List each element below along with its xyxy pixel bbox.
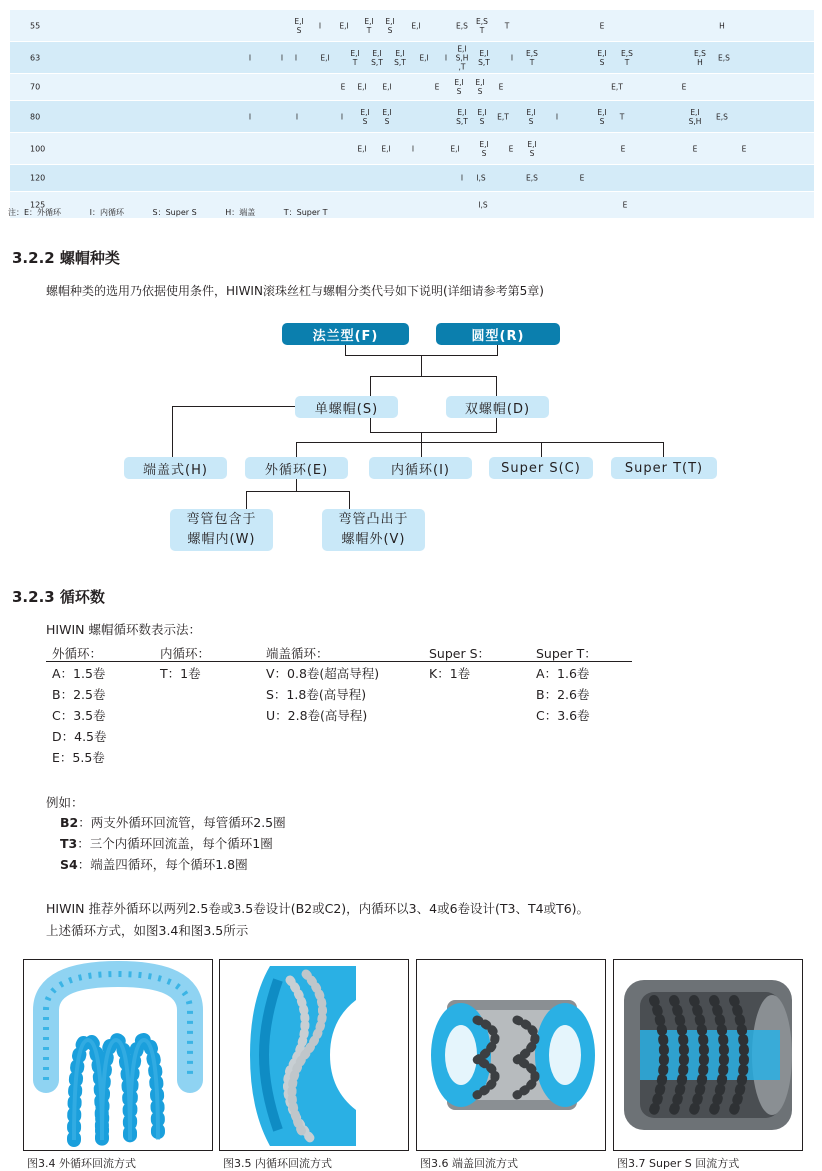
table-cell: E,I [411, 21, 421, 30]
table-cell: I [294, 53, 298, 62]
example-item [60, 855, 248, 873]
super-s-box: Super S(C) [489, 457, 593, 479]
circuit-item: D：4.5卷 [52, 729, 107, 744]
table-cell: E [579, 173, 585, 183]
example-code: B2 [60, 815, 79, 830]
compatibility-table [10, 10, 814, 219]
circuit-item: A：1.6卷 [536, 666, 590, 681]
legend-s: S：Super S [152, 208, 197, 217]
figure-super-s-recirculation [613, 959, 803, 1151]
table-cell: T [504, 21, 510, 30]
table-cell: E,T [611, 82, 623, 92]
caption-fig-3-6: 图3.6 端盖回流方式 [420, 1157, 518, 1170]
row-size-label: 55 [30, 21, 41, 30]
table-cell: E,S [526, 173, 538, 183]
internal-recirc-box: 内循环(I) [369, 457, 472, 479]
table-cell: E,I S,T [394, 48, 406, 67]
table-cell: E,I S [382, 107, 392, 126]
round-type-box: 圆型(R) [436, 323, 560, 345]
example-item [60, 834, 273, 852]
double-nut-box: 双螺帽(D) [446, 396, 549, 418]
circuit-item: K：1卷 [429, 666, 471, 681]
table-cell: E,I S [294, 16, 304, 35]
table-cell: I [555, 112, 559, 121]
pipe-outside-line2: 螺帽外(V) [341, 532, 406, 547]
circuit-item: B：2.6卷 [536, 687, 590, 702]
table-cell: I [318, 21, 322, 30]
table-cell: I [340, 112, 344, 121]
table-cell: E,I S,H ,T [455, 44, 469, 71]
circuit-column-header: 外循环： [52, 646, 103, 661]
circuit-column-header: 内循环： [160, 646, 211, 661]
table-cell: E,I S [527, 139, 537, 158]
pipe-inside-line2: 螺帽内(W) [187, 532, 256, 547]
circuit-item: T：1卷 [160, 666, 201, 681]
caption-fig-3-4: 图3.4 外循环回流方式 [27, 1157, 136, 1170]
table-cell: E [622, 200, 628, 210]
circuit-item: V：0.8卷(超高导程) [266, 666, 380, 681]
table-cell: E,I T [350, 48, 360, 67]
table-cell: I [460, 173, 464, 183]
table-cell: E [508, 144, 514, 153]
table-cell: E [434, 82, 440, 92]
figure-external-recirculation [23, 959, 213, 1151]
endcap-type-box: 端盖式(H) [124, 457, 227, 479]
table-cell: E [498, 82, 504, 92]
example-label: 例如： [46, 795, 84, 810]
table-row [10, 133, 814, 165]
example-code: S4 [60, 857, 78, 872]
recommend-line2: 上述循环方式，如图3.4和图3.5所示 [46, 923, 249, 938]
table-cell: E,I [450, 144, 460, 153]
row-size-label: 100 [30, 144, 46, 153]
caption-fig-3-5: 图3.5 内循环回流方式 [223, 1157, 332, 1170]
table-cell: I [280, 53, 284, 62]
table-cell: I,S [478, 200, 488, 210]
table-cell: E,I S [526, 107, 536, 126]
single-nut-box: 单螺帽(S) [295, 396, 398, 418]
table-row [10, 42, 814, 74]
super-t-box: Super T(T) [611, 457, 717, 479]
circuit-column-header: Super T： [536, 646, 597, 661]
example-text: ：三个内循环回流盖，每个循环1圈 [77, 836, 273, 851]
table-cell: E [620, 144, 626, 153]
table-cell: E,S T [476, 16, 488, 35]
table-cell: E [741, 144, 747, 153]
example-text: ：两支外循环回流管，每管循环2.5圈 [78, 815, 286, 830]
table-cell: E,S T [526, 48, 538, 67]
circuit-column-header: 端盖循环： [266, 646, 329, 661]
legend-t: T：Super T [283, 208, 328, 217]
row-size-label: 80 [30, 112, 41, 121]
circuit-item: E：5.5卷 [52, 750, 105, 765]
section-heading-nut-types: 3.2.2 螺帽种类 [12, 249, 120, 267]
external-recirc-box: 外循环(E) [245, 457, 348, 479]
circuit-item: C：3.5卷 [52, 708, 106, 723]
circuit-item: S：1.8卷(高导程) [266, 687, 367, 702]
section-heading-circuits: 3.2.3 循环数 [12, 588, 105, 606]
table-cell: I [510, 53, 514, 62]
table-cell: I [248, 53, 252, 62]
table-row [10, 74, 814, 101]
table-cell: E,I S,T [371, 48, 383, 67]
table-cell: T [619, 112, 625, 121]
table-cell: E,I S [385, 16, 395, 35]
table-cell: E,I S [454, 78, 464, 96]
super-s-recirculation-illustration [614, 960, 802, 1150]
table-cell: E,I S [475, 78, 485, 96]
pipe-outside-nut-box [322, 509, 425, 551]
internal-recirculation-illustration [220, 960, 408, 1150]
table-cell: E [681, 82, 687, 92]
circuit-item: A：1.5卷 [52, 666, 106, 681]
table-cell: E,I [381, 144, 391, 153]
table-cell: E [599, 21, 605, 30]
flange-type-box: 法兰型(F) [282, 323, 409, 345]
table-cell: I [411, 144, 415, 153]
legend-e: 注：E：外循环 [8, 208, 62, 217]
table-cell: H [719, 21, 725, 30]
example-item [60, 813, 286, 831]
circuit-intro: HIWIN 螺帽循环数表示法： [46, 622, 201, 637]
table-cell: E,I S [479, 139, 489, 158]
external-recirculation-illustration [24, 960, 212, 1150]
table-cell: E,I S [597, 107, 607, 126]
table-row [10, 10, 814, 42]
pipe-outside-line1: 弯管凸出于 [338, 512, 409, 527]
figure-internal-recirculation [219, 959, 409, 1151]
table-cell: E,I [320, 53, 330, 62]
figure-endcap-recirculation [416, 959, 606, 1151]
table-cell: E,S [456, 21, 468, 30]
legend-i: I：内循环 [89, 208, 124, 217]
table-cell: E,S T [621, 48, 633, 67]
table-cell: I [444, 53, 448, 62]
circuit-item: U：2.8卷(高导程) [266, 708, 368, 723]
table-cell: E,I S [360, 107, 370, 126]
table-cell: E,I [357, 82, 367, 92]
legend-h: H：端盖 [225, 208, 256, 217]
table-cell: E,I [357, 144, 367, 153]
table-legend-note [8, 207, 354, 218]
table-cell: I,S [476, 173, 486, 183]
table-cell: I [248, 112, 252, 121]
pipe-inside-nut-box [170, 509, 273, 551]
circuit-item: B：2.5卷 [52, 687, 106, 702]
table-row [10, 101, 814, 133]
table-cell: E,I S [477, 107, 487, 126]
table-cell: E,I S [597, 48, 607, 67]
endcap-recirculation-illustration [417, 960, 605, 1150]
table-cell: E,S H [694, 48, 706, 67]
example-text: ：端盖四循环，每个循环1.8圈 [77, 857, 248, 872]
table-cell: E,I S,H [688, 107, 702, 126]
table-cell: E,I [419, 53, 429, 62]
table-cell: E,T [497, 112, 509, 121]
row-size-label: 125 [30, 200, 46, 210]
table-cell: I [295, 112, 299, 121]
table-cell: E,I S,T [478, 48, 490, 67]
table-row [10, 165, 814, 192]
nut-types-description: 螺帽种类的选用乃依据使用条件，HIWIN滚珠丝杠与螺帽分类代号如下说明(详细请参考第5章) [46, 284, 544, 298]
example-code: T3 [60, 836, 78, 851]
table-cell: E,S [716, 112, 728, 121]
table-cell: E,I S,T [456, 107, 468, 126]
row-size-label: 120 [30, 173, 46, 183]
circuit-column-header: Super S： [429, 646, 491, 661]
caption-fig-3-7: 图3.7 Super S 回流方式 [617, 1157, 740, 1170]
table-cell: E,S [718, 53, 730, 62]
circuit-item: C：3.6卷 [536, 708, 590, 723]
table-cell: E [340, 82, 346, 92]
recommend-line1: HIWIN 推荐外循环以两列2.5卷或3.5卷设计(B2或C2)，内循环以3、4或6卷设计(T3、T4或T6)。 [46, 901, 590, 916]
table-cell: E,I T [364, 16, 374, 35]
row-size-label: 70 [30, 82, 41, 92]
pipe-inside-line1: 弯管包含于 [186, 512, 257, 527]
table-cell: E,I [382, 82, 392, 92]
table-cell: E [692, 144, 698, 153]
row-size-label: 63 [30, 53, 41, 62]
table-cell: E,I [339, 21, 349, 30]
